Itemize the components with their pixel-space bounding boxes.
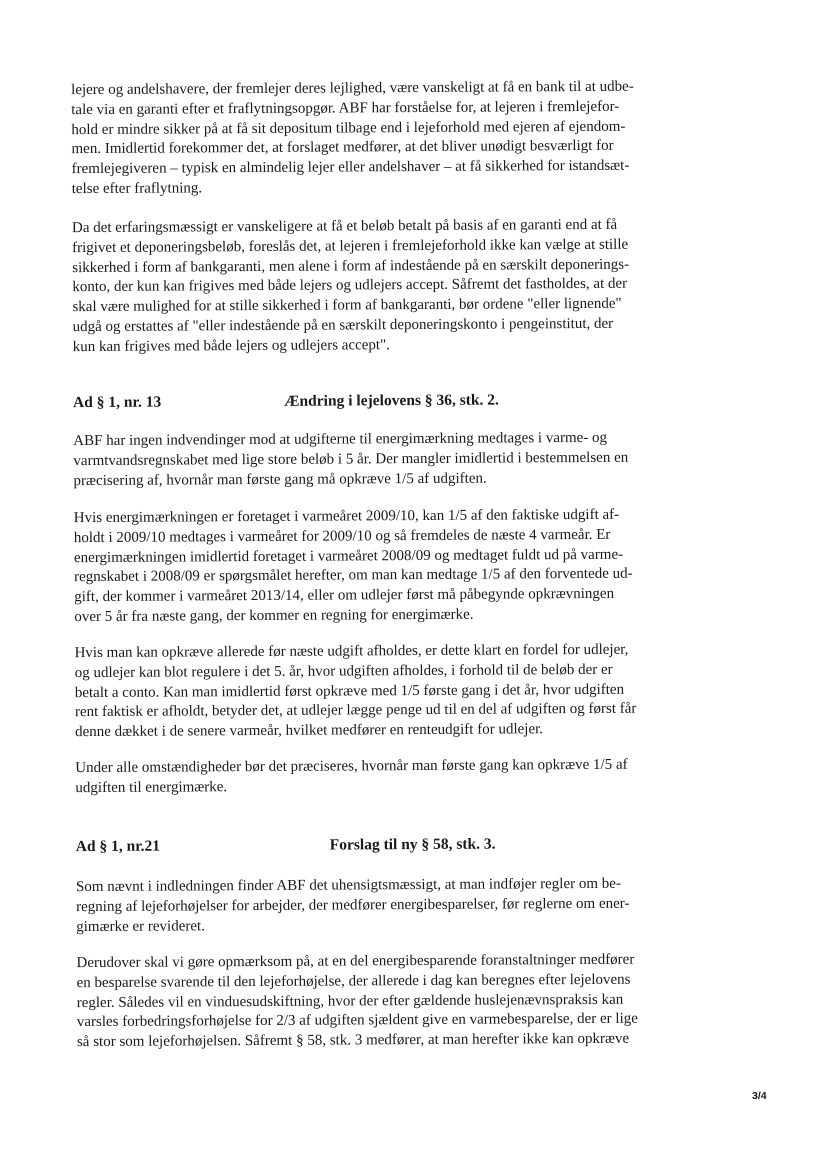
paragraph-energimaerkning-intro [73,428,701,491]
text-line: konto, der kun kan frigives med både lejers og udlejers accept. Såfremt det fastholdes, at der [72,276,628,296]
text-line: rent faktisk er afholdt, betyder det, at udlejer lægge penge ud til en del af udgiften og først får [74,701,637,721]
text-line: fremlejegiveren – typisk en almindelig lejer eller andelshaver – at få sikkerhed for istandsæt- [71,157,630,178]
section-title: Forslag til ny § 58, stk. 3. [329,835,496,854]
text-line: hold er mindre sikker på at få sit depositum tilbage end i lejeforhold med ejeren af ejendom- [71,118,626,138]
text-line: tale via en garanti efter et fraflytningsopgør. ABF har forståelse for, at lejeren i fremlejefor- [71,98,620,118]
text-line: Hvis energimærkningen er foretaget i varmeåret 2009/10, kan 1/5 af den faktiske udgift af- [73,506,620,527]
page-number: 3/4 [752,1090,767,1102]
text-line: udgiften til energimærke. [75,778,228,796]
text-line: over 5 år fra næste gang, der kommer en regning for energimærke. [74,606,474,626]
text-line: gift, der kommer i varmeåret 2013/14, eller om udlejer først må påbegynde opkrævningen [74,586,615,606]
paragraph-energibesparende [76,950,705,1053]
text-line: gimærke er revideret. [76,917,205,935]
paragraph-varmeaar-eksempel [74,505,703,628]
text-line: Da det erfaringsmæssigt er vanskeligere at få et beløb betalt på basis af en garanti end at få [71,216,618,237]
text-line: lejere og andelshavere, der fremlejer deres lejlighed, være vanskeligt at få en bank til at udbe- [71,78,634,99]
text-line: telse efter fraflytning. [71,180,203,198]
text-line: regler. Således vil en vinduesudskiftning, hvor der efter gældende huslejenævnspraksis kan [76,991,624,1011]
text-line: energimærkningen imidlertid foretaget i varmeåret 2008/09 og medtaget fuldt ud på varme- [73,546,624,566]
text-line: holdt i 2009/10 medtages i varmeåret for 2009/10 og så fremdeles de næste 4 varmeår. Er [73,526,611,546]
text-line: Under alle omstændigheder bør det præciseres, hvornår man første gang kan opkræve 1/5 af [75,756,628,777]
text-line: så stor som lejeforhøjelsen. Såfremt § 58, stk. 3 medfører, at man herefter ikke kan opkræve [76,1030,630,1051]
text-line: kun kan frigives med både lejers og udlejers accept". [72,336,391,355]
paragraph-fremleje-sikkerhed [71,77,700,200]
text-line: sikkerhed i form af bankgaranti, men alene i form af indestående på en særskilt deponerings- [72,256,630,276]
text-line: regnskabet i 2008/09 er spørgsmålet herefter, om man kan medtage 1/5 af den forventede ud- [74,566,633,586]
section-heading-nr13 [73,390,701,416]
text-line: en besparelse svarende til den lejeforhøjelse, der allerede i dag kan beregnes efter lejelovens [76,971,631,991]
text-line: præcisering af, hvornår man første gang må opkræve 1/5 af udgiften. [73,470,487,489]
text-line: men. Imidlertid forekommer det, at forslaget medfører, at det bliver unødigt besværligt for [71,138,614,158]
text-line: betalt a conto. Kan man imidlertid først opkræve med 1/5 første gang i det år, hvor udgiften [74,681,625,701]
text-line: regning af lejeforhøjelser for arbejder, der medfører energibesparelser, før reglerne om ener- [76,895,630,915]
section-reference: Ad § 1, nr.21 [75,837,161,856]
text-line: Derudover skal vi gøre opmærksom på, at en del energibesparende foranstaltninger medfører [76,951,635,972]
text-line: ABF har ingen indvendinger mod at udgifterne til energimærkning medtages i varme- og [73,429,608,450]
text-line: skal være mulighed for at stille sikkerhed i form af bankgaranti, bør ordene "eller lignende" [72,295,622,316]
paragraph-deponeringskonto [72,215,701,357]
paragraph-opkraevning-fordel [75,640,704,743]
section-heading-nr21 [76,834,704,860]
section-title: Ændring i lejelovens § 36, stk. 2. [283,391,499,410]
text-line: frigivet et deponeringsbeløb, foreslås det, at lejeren i fremlejeforhold ikke kan vælge at stille [72,236,629,256]
paragraph-indledning [76,874,704,937]
text-line: og udlejer kan blot regulere i det 5. år, hvor udgiften afholdes, i forhold til de beløb der er [74,661,613,681]
text-line: varsles forbedringsforhøjelse for 2/3 af udgiften sjældent give en varmebesparelse, der er lige [76,1011,638,1031]
section-reference: Ad § 1, nr. 13 [72,393,162,412]
paragraph-praecisering [75,755,703,798]
text-line: denne dækket i de senere varmeår, hvilket medfører en renteudgift for udlejer. [74,721,544,741]
text-line: Hvis man kan opkræve allerede før næste udgift afholdes, er dette klart en fordel for udlejer, [74,641,629,662]
text-line: Som nævnt i indledningen finder ABF det uhensigtsmæssigt, at man indføjer regler om be- [75,875,621,896]
text-line: udgå og erstattes af "eller indestående på en særskilt deponeringskonto i pengeinstitut, der [72,315,614,336]
text-line: varmtvandsregnskabet med lige store beløb i 5 år. Der mangler imidlertid i bestemmelsen en [73,449,629,469]
